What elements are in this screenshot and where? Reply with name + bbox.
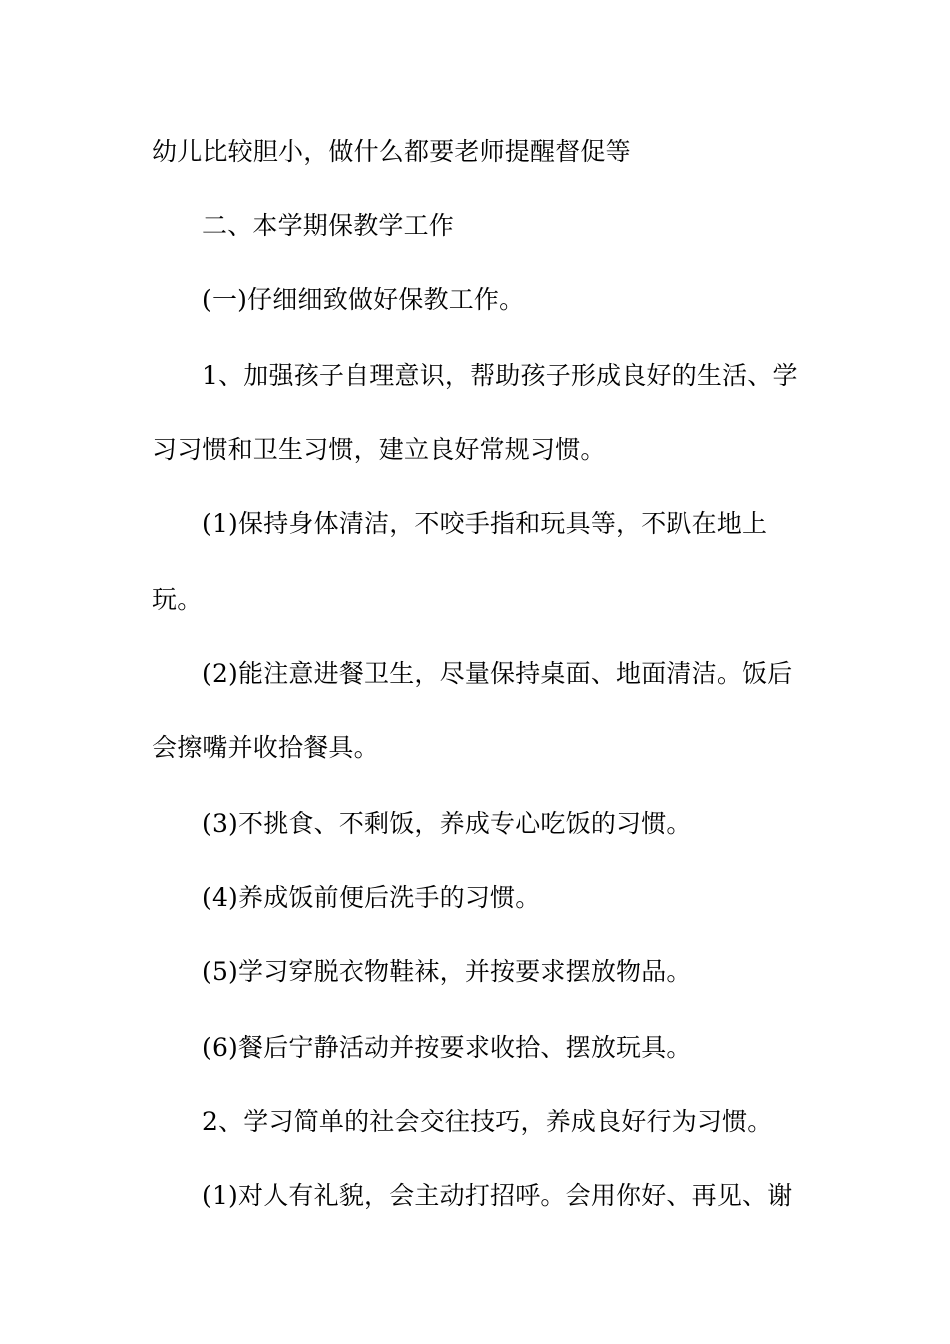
text-line-item-1: 1、加强孩子自理意识，帮助孩子形成良好的生活、学 (202, 361, 798, 390)
text-line-subitem-1-cont: 玩。 (152, 585, 203, 614)
section-heading-2: 二、本学期保教学工作 (202, 211, 455, 240)
text-line-subitem-2-cont: 会擦嘴并收拾餐具。 (152, 733, 379, 762)
text-line-subitem-6: (6)餐后宁静活动并按要求收拾、摆放玩具。 (202, 1033, 692, 1062)
text-line-subitem-5: (5)学习穿脱衣物鞋袜，并按要求摆放物品。 (202, 957, 692, 986)
text-line-item-2-subitem-1: (1)对人有礼貌，会主动打招呼。会用你好、再见、谢 (202, 1181, 793, 1210)
text-line-subitem-3: (3)不挑食、不剩饭，养成专心吃饭的习惯。 (202, 809, 692, 838)
text-line-subitem-4: (4)养成饭前便后洗手的习惯。 (202, 883, 541, 912)
text-line-subitem-2: (2)能注意进餐卫生，尽量保持桌面、地面清洁。饭后 (202, 659, 793, 688)
text-line-subitem-1: (1)保持身体清洁，不咬手指和玩具等，不趴在地上 (202, 509, 768, 538)
text-line-item-2: 2、学习简单的社会交往技巧，养成良好行为习惯。 (202, 1107, 773, 1136)
subsection-heading-1: (一)仔细细致做好保教工作。 (202, 285, 525, 314)
text-line-1: 幼儿比较胆小，做什么都要老师提醒督促等 (152, 137, 631, 166)
text-line-item-1-cont: 习习惯和卫生习惯，建立良好常规习惯。 (152, 435, 606, 464)
